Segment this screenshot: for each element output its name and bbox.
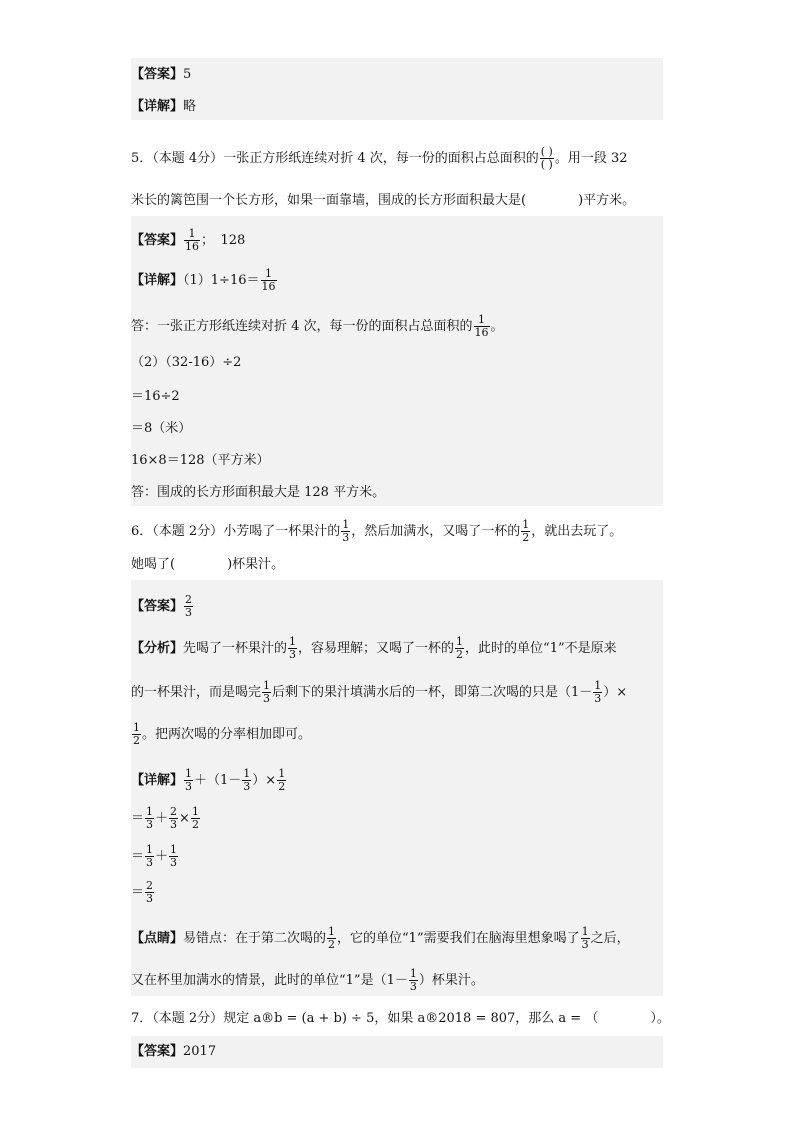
fraction: $\frac{1}{3}$ [146, 843, 154, 869]
q6-detail-line4: ＝ $\frac{2}{3}$ [131, 879, 154, 905]
detail-text: 略 [183, 99, 197, 114]
q6-analysis-line1: 【分析】先喝了一杯果汁的 $\frac{1}{3}$ ，容易理解；又喝了一杯的 $\frac{1}{2}$ ，此时的单位“1”不是原来 [131, 635, 617, 661]
fraction: $\frac{1}{3}$ [342, 518, 350, 544]
answer-text: 5 [183, 67, 192, 82]
question-text: 规定 a®b = (a + b) ÷ 5，如果 a®2018 = 807，那么 a = （ [223, 1011, 599, 1026]
q4-answer-block [131, 58, 663, 120]
detail-fraction: $\frac{1}{16}$ [474, 313, 489, 339]
q5-detail-line4: ＝16÷2 [131, 389, 180, 404]
fraction: $\frac{1}{2}$ [278, 767, 286, 793]
fraction: $\frac{1}{3}$ [594, 679, 602, 705]
question-text: ，就出去玩了。 [531, 524, 623, 539]
fraction: $\frac{1}{3}$ [581, 925, 589, 951]
answer-text: ； 128 [201, 233, 246, 248]
fraction: $\frac{2}{3}$ [170, 805, 178, 831]
fraction: $\frac{1}{3}$ [170, 843, 178, 869]
fraction: $\frac{1}{2}$ [133, 721, 140, 747]
answer-fraction: $\frac{2}{3}$ [185, 593, 193, 619]
question-meta: （本题 2分） [152, 1011, 224, 1026]
q5-question-line2 [131, 192, 663, 210]
question-text: 小芳喝了一杯果汁的 [223, 524, 341, 539]
fraction: $\frac{2}{3}$ [146, 879, 154, 905]
fraction: $\frac{1}{3}$ [263, 679, 271, 705]
q5-question-line1 [131, 146, 663, 171]
fraction: $\frac{1}{3}$ [146, 805, 154, 831]
question-text: ）。 [650, 1011, 670, 1026]
answer-tag: 【答案】 [131, 599, 184, 614]
detail-fraction: $\frac{1}{16}$ [261, 267, 276, 293]
fraction: $\frac{1}{3}$ [289, 635, 297, 661]
q6-detail-line2: ＝ $\frac{1}{3}$ ＋ $\frac{2}{3}$ × $\frac{1}{2}$ [131, 805, 199, 831]
q6-detail-line1: 【详解】 $\frac{1}{3}$ ＋（1－ $\frac{1}{3}$ ）× $\frac{1}{2}$ [131, 767, 286, 793]
fraction: $\frac{1}{3}$ [409, 967, 417, 993]
q6-answer-block [131, 580, 663, 996]
q5-answer-line [131, 228, 663, 253]
answer-tag: 【答案】 [131, 67, 184, 82]
q5-detail-line1 [131, 268, 663, 293]
q6-analysis-line2: 的一杯果汁，而是喝完 $\frac{1}{3}$ 后剩下的果汁填满水后的一杯，即第二次喝的只是（1－ $\frac{1}{3}$ ）× [131, 679, 628, 705]
q5-detail-line3: （2）（32-16）÷2 [131, 355, 242, 370]
fraction: $\frac{1}{2}$ [328, 925, 336, 951]
detail-text: 答：一张正方形纸连续对折 4 次，每一份的面积占总面积的 [131, 319, 473, 334]
detail-tag: 【详解】 [131, 99, 184, 114]
question-number: 6． [131, 524, 153, 539]
question-number: 5． [131, 151, 153, 166]
q6-tip-line2: 又在杯里加满水的情景，此时的单位“1”是（1－ $\frac{1}{3}$ ）杯果汁。 [131, 967, 484, 993]
q6-question-line1 [131, 519, 663, 544]
tip-tag: 【点睛】 [131, 931, 184, 946]
q5-detail-line7: 答：围成的长方形面积最大是 128 平方米。 [131, 485, 386, 500]
detail-tag: 【详解】 [131, 773, 184, 788]
q5-detail-line5: ＝8（米） [131, 421, 192, 436]
analysis-tag: 【分析】 [131, 641, 184, 656]
detail-tag: 【详解】 [131, 273, 184, 288]
fraction: $\frac{1}{2}$ [522, 518, 530, 544]
q7-answer-block [131, 1036, 663, 1068]
question-text: 。用一段 32 [554, 151, 628, 166]
q7-question-line [131, 1010, 670, 1028]
q5-detail-line6: 16×8＝128（平方米） [131, 453, 270, 468]
q5-detail-line2 [131, 314, 663, 339]
question-text: 一张正方形纸连续对折 4 次，每一份的面积占总面积的 [223, 151, 539, 166]
q6-tip-line1: 【点睛】易错点：在于第二次喝的 $\frac{1}{2}$ ，它的单位“1”需要我们在脑海里想象喝了 $\frac{1}{3}$ 之后， [131, 925, 630, 951]
answer-tag: 【答案】 [131, 233, 184, 248]
q7-answer-line [131, 1043, 663, 1061]
question-number: 7． [131, 1011, 153, 1026]
q4-detail-line [131, 98, 663, 116]
fraction: $\frac{1}{3}$ [185, 767, 193, 793]
fraction: $\frac{1}{3}$ [243, 767, 251, 793]
question-text: ，然后加满水，又喝了一杯的 [351, 524, 521, 539]
answer-fraction: $\frac{1}{16}$ [185, 227, 200, 253]
question-text: 她喝了( [131, 557, 176, 572]
fraction: $\frac{1}{2}$ [191, 805, 199, 831]
fraction: $\frac{1}{2}$ [456, 635, 464, 661]
question-text: )平方米。 [578, 193, 636, 208]
q5-answer-block [131, 216, 663, 506]
q6-question-line2 [131, 556, 663, 574]
question-meta: （本题 2分） [152, 524, 224, 539]
q6-analysis-line3: $\frac{1}{2}$ 。把两次喝的分率相加即可。 [133, 721, 312, 747]
answer-text: 2017 [183, 1044, 217, 1059]
q6-detail-line3: ＝ $\frac{1}{3}$ ＋ $\frac{1}{3}$ [131, 843, 178, 869]
q6-answer-line [131, 594, 663, 619]
question-text: 米长的篱笆围一个长方形，如果一面靠墙，围成的长方形面积最大是( [131, 193, 527, 208]
q4-answer-line [131, 66, 663, 84]
question-meta: （本题 4分） [152, 151, 224, 166]
answer-tag: 【答案】 [131, 1044, 184, 1059]
detail-text: （1）1÷16＝ [183, 273, 260, 288]
blank-fraction: $\frac{( )}{( )}$ [540, 145, 553, 171]
question-text: )杯果汁。 [227, 557, 285, 572]
detail-text: 。 [490, 319, 504, 334]
